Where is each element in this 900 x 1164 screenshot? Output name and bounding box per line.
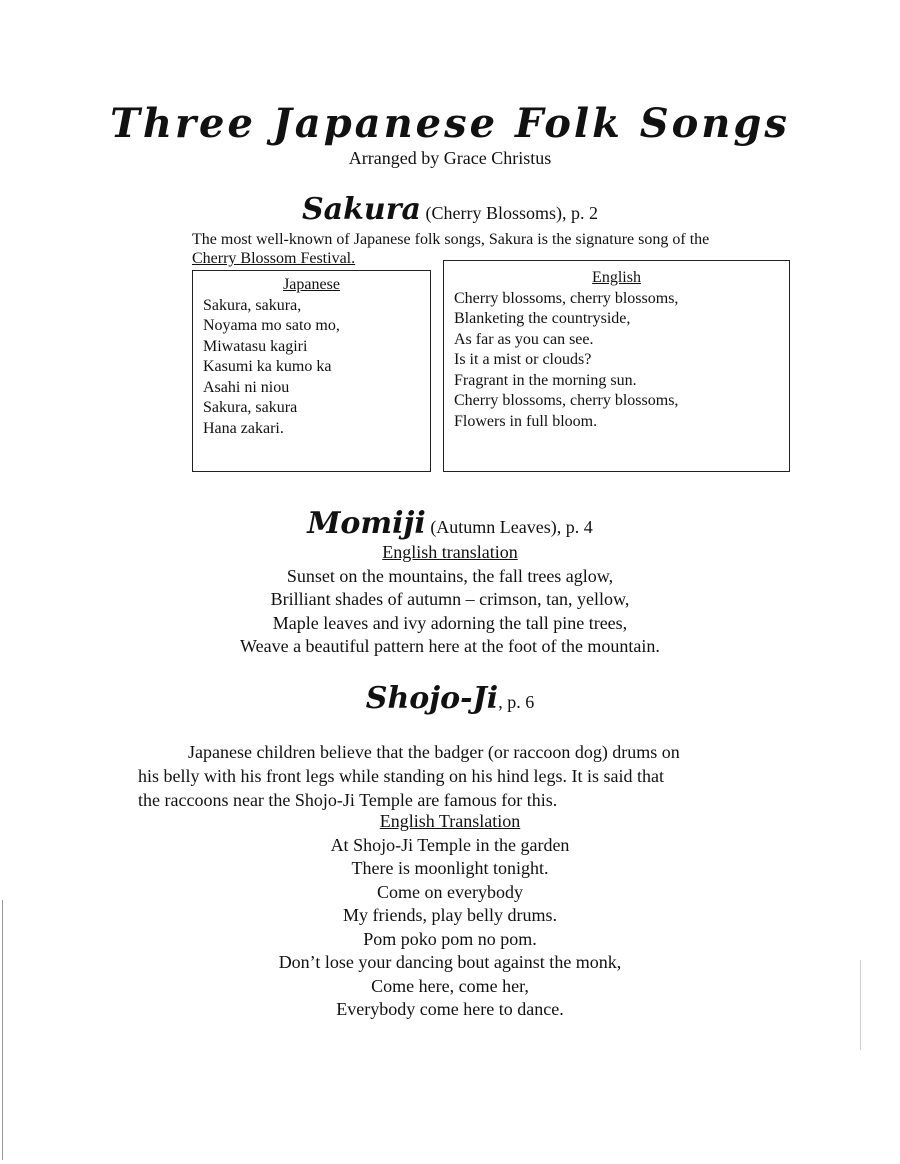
japanese-heading: Japanese bbox=[283, 276, 340, 293]
momiji-title: Momiji bbox=[307, 506, 426, 541]
english-line: Is it a mist or clouds? bbox=[454, 351, 592, 368]
shojo-line: There is moonlight tonight. bbox=[351, 858, 549, 878]
momiji-line: Weave a beautiful pattern here at the foot of the mountain. bbox=[240, 636, 660, 656]
english-line: Fragrant in the morning sun. bbox=[454, 371, 637, 389]
japanese-line: Kasumi ka kumo ka bbox=[203, 358, 332, 375]
shojo-intro-line3: the raccoons near the Shojo-Ji Temple are famous for this. bbox=[138, 790, 558, 810]
document-title: Three Japanese Folk Songs bbox=[110, 100, 790, 147]
shojo-line: Come on everybody bbox=[377, 881, 523, 902]
momiji-heading bbox=[0, 506, 900, 541]
sakura-intro-line2: Cherry Blossom Festival. bbox=[192, 250, 356, 267]
japanese-line: Miwatasu kagiri bbox=[203, 337, 308, 355]
japanese-line: Sakura, sakura bbox=[203, 399, 298, 416]
momiji-line: Maple leaves and ivy adorning the tall pine trees, bbox=[272, 612, 628, 633]
arranger-credit: Arranged by Grace Christus bbox=[348, 148, 552, 168]
shojo-line: At Shojo-Ji Temple in the garden bbox=[330, 834, 570, 855]
shojo-intro bbox=[138, 740, 778, 812]
english-heading: English bbox=[592, 269, 641, 286]
scan-edge-mark bbox=[860, 960, 861, 1050]
shojo-line: Don’t lose your dancing bout against the monk, bbox=[278, 952, 622, 972]
shojo-intro-line1: Japanese children believe that the badger (or raccoon dog) drums on bbox=[188, 742, 680, 762]
japanese-line: Asahi ni niou bbox=[203, 378, 290, 396]
shojo-title: Shojo-Ji bbox=[365, 681, 499, 716]
english-line: Cherry blossoms, cherry blossoms, bbox=[454, 392, 679, 409]
shojo-subtitle: , p. 6 bbox=[498, 692, 535, 712]
sakura-title: Sakura bbox=[302, 192, 421, 227]
english-line: Flowers in full bloom. bbox=[454, 412, 598, 430]
japanese-lyrics-box bbox=[192, 270, 431, 472]
shojo-line: My friends, play belly drums. bbox=[343, 905, 557, 925]
momiji-subtitle: (Autumn Leaves), p. 4 bbox=[430, 517, 593, 537]
english-line: Cherry blossoms, cherry blossoms, bbox=[454, 289, 679, 307]
sakura-intro-line1: The most well-known of Japanese folk songs, Sakura is the signature song of the bbox=[192, 231, 710, 248]
english-line: Blanketing the countryside, bbox=[454, 310, 631, 327]
momiji-verse bbox=[0, 541, 900, 659]
sakura-heading bbox=[0, 192, 900, 227]
momiji-translation-heading: English translation bbox=[382, 542, 518, 562]
english-line: As far as you can see. bbox=[454, 330, 594, 348]
sakura-subtitle: (Cherry Blossoms), p. 2 bbox=[425, 203, 598, 223]
japanese-line: Hana zakari. bbox=[203, 419, 284, 437]
shojo-intro-line2: his belly with his front legs while standing on his hind legs. It is said that bbox=[138, 766, 664, 786]
scan-edge-mark bbox=[2, 900, 3, 1160]
japanese-line: Noyama mo sato mo, bbox=[203, 317, 340, 334]
shojo-heading bbox=[0, 681, 900, 716]
shojo-line: Everybody come here to dance. bbox=[336, 999, 564, 1019]
momiji-line: Brilliant shades of autumn – crimson, tan, yellow, bbox=[270, 589, 630, 609]
momiji-line: Sunset on the mountains, the fall trees aglow, bbox=[286, 565, 614, 586]
japanese-line: Sakura, sakura, bbox=[203, 296, 302, 314]
shojo-verse bbox=[0, 810, 900, 1022]
english-lyrics-box bbox=[443, 260, 790, 472]
shojo-translation-heading: English Translation bbox=[379, 811, 521, 831]
shojo-line: Come here, come her, bbox=[371, 975, 529, 996]
shojo-line: Pom poko pom no pom. bbox=[363, 928, 537, 949]
